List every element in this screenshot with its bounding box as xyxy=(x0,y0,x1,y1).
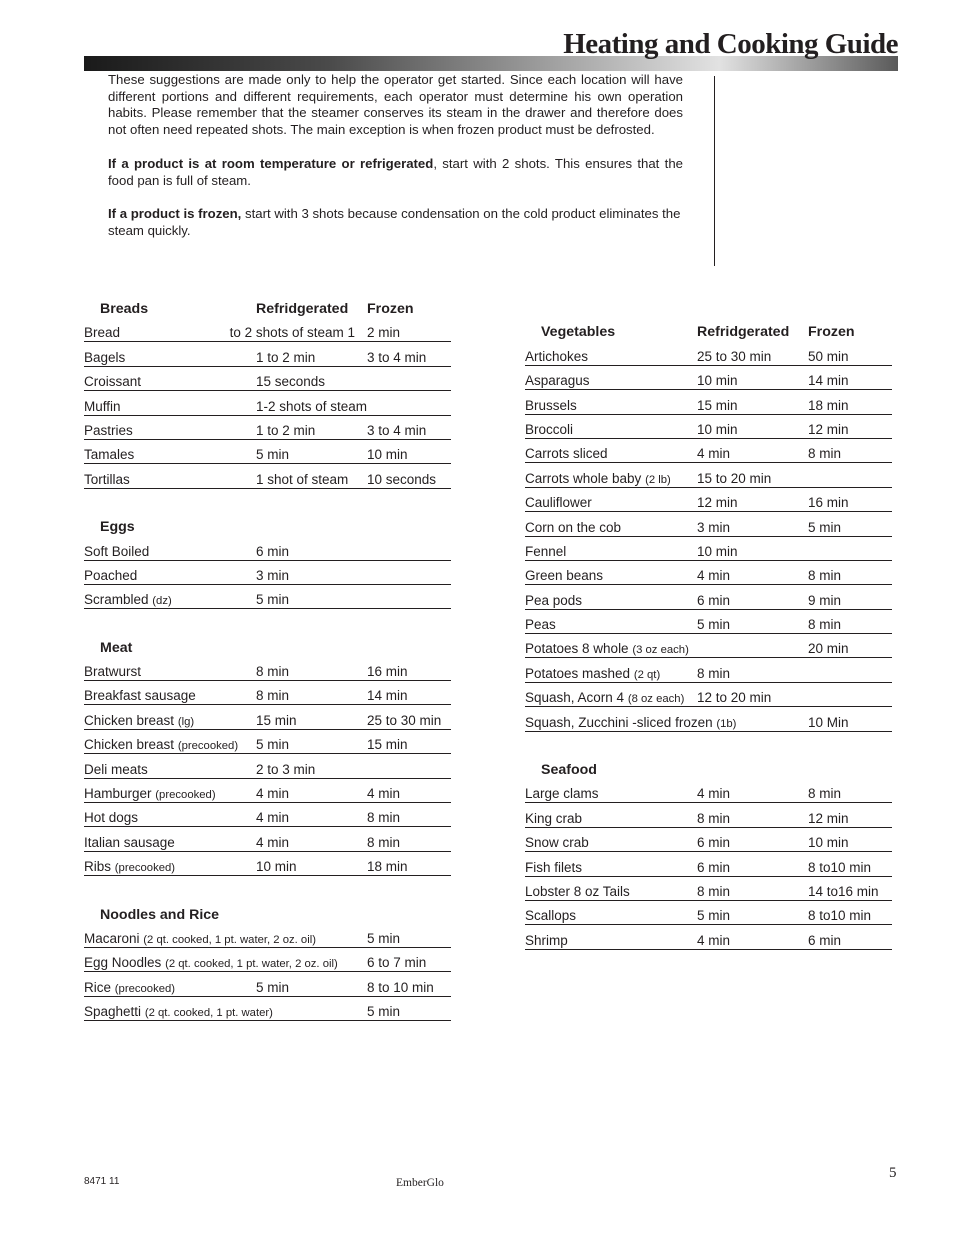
table-row xyxy=(84,536,451,560)
section-title: Seafood xyxy=(541,762,597,779)
food-item-cell xyxy=(84,803,256,827)
food-item-name: Cauliflower xyxy=(525,495,592,511)
refrigerated-time: 6 min xyxy=(697,585,808,609)
refrigerated-time xyxy=(697,634,808,658)
food-item-cell xyxy=(525,634,697,658)
intro-refrigerated xyxy=(108,156,683,189)
food-item-cell xyxy=(525,803,697,827)
food-item-cell xyxy=(525,414,697,438)
frozen-time xyxy=(367,391,451,415)
frozen-time: 10 Min xyxy=(808,707,892,731)
food-item-name: Chicken breast xyxy=(84,712,175,728)
table-row xyxy=(84,681,451,705)
food-item-cell xyxy=(84,464,256,488)
document-code: 8471 11 xyxy=(84,1176,120,1187)
brand-name: EmberGlo xyxy=(396,1177,444,1189)
section-title: Noodles and Rice xyxy=(100,906,220,923)
food-item-cell xyxy=(84,996,367,1020)
frozen-time: 6 to 7 min xyxy=(367,947,451,971)
table-row xyxy=(525,779,892,803)
food-item-name: King crab xyxy=(525,810,583,826)
frozen-time: 20 min xyxy=(808,634,892,658)
intro-refrigerated-rest: , start with 2 shots. This ensures that the food pan is full of steam. xyxy=(108,155,683,188)
food-item-cell xyxy=(84,778,256,802)
right-column xyxy=(525,294,892,950)
table-row xyxy=(84,924,451,948)
refrigerated-time: 10 min xyxy=(256,851,367,875)
food-item-cell xyxy=(525,852,697,876)
frozen-time: 8 min xyxy=(808,779,892,803)
food-item-name: Carrots sliced xyxy=(525,446,608,462)
section-title: Eggs xyxy=(100,519,135,536)
section-header-spacer xyxy=(697,755,892,779)
food-item-name: Poached xyxy=(84,567,138,583)
frozen-time: 16 min xyxy=(367,657,451,681)
refrigerated-time: 4 min xyxy=(697,560,808,584)
column-header-refrigerated: Refridgerated xyxy=(256,301,349,317)
table-row xyxy=(525,341,892,365)
frozen-time: 8 to 10 min xyxy=(367,972,451,996)
refrigerated-time: 1 to 2 shots of steam xyxy=(256,318,367,342)
food-item-name: Fennel xyxy=(525,543,567,559)
food-item-note: (3 oz each) xyxy=(632,644,689,657)
refrigerated-time: 1 to 2 min xyxy=(256,342,367,366)
frozen-time: 9 min xyxy=(808,585,892,609)
food-item-cell xyxy=(525,900,697,924)
food-item-name: Asparagus xyxy=(525,373,590,389)
section-gap-cell xyxy=(84,488,451,512)
frozen-time: 5 min xyxy=(808,512,892,536)
frozen-time: 10 seconds xyxy=(367,464,451,488)
food-item-name: Bread xyxy=(84,325,121,341)
food-item-note: (lg) xyxy=(177,715,195,728)
table-row xyxy=(525,876,892,900)
refrigerated-time: 15 to 20 min xyxy=(697,463,808,487)
frozen-time xyxy=(367,584,451,608)
page-title: Heating and Cooking Guide xyxy=(563,28,898,60)
food-item-cell xyxy=(525,925,697,949)
food-item-name: Croissant xyxy=(84,374,142,390)
food-item-name: Muffin xyxy=(84,398,121,414)
table-row xyxy=(525,925,892,949)
refrigerated-time: 5 min xyxy=(256,972,367,996)
section-gap-cell xyxy=(525,294,892,317)
refrigerated-time: 4 min xyxy=(697,779,808,803)
food-item-cell xyxy=(525,585,697,609)
food-item-cell xyxy=(84,657,256,681)
food-item-cell xyxy=(84,924,367,948)
refrigerated-time: 8 min xyxy=(256,681,367,705)
table-row xyxy=(525,438,892,462)
frozen-time: 10 min xyxy=(808,827,892,851)
food-item-cell xyxy=(525,707,808,731)
frozen-time xyxy=(367,366,451,390)
refrigerated-time: 5 min xyxy=(256,439,367,463)
food-item-name: Spaghetti xyxy=(84,1004,142,1020)
food-item-name: Egg Noodles xyxy=(84,955,162,971)
table-row xyxy=(84,464,451,488)
frozen-time: 12 min xyxy=(808,414,892,438)
food-item-cell xyxy=(84,439,256,463)
section-gap-cell xyxy=(84,609,451,633)
food-item-name: Tamales xyxy=(84,447,135,463)
food-item-cell xyxy=(525,487,697,511)
frozen-time xyxy=(367,536,451,560)
frozen-time xyxy=(808,658,892,682)
food-item-name: Snow crab xyxy=(525,835,589,851)
food-item-note: (2 qt) xyxy=(633,668,661,681)
food-item-name: Carrots whole baby xyxy=(525,470,642,486)
refrigerated-time: 5 min xyxy=(697,609,808,633)
food-item-name: Large clams xyxy=(525,786,599,802)
food-item-cell xyxy=(525,512,697,536)
refrigerated-time: 6 min xyxy=(697,852,808,876)
table-row xyxy=(84,415,451,439)
frozen-time: 6 min xyxy=(808,925,892,949)
frozen-time: 3 to 4 min xyxy=(367,415,451,439)
food-item-name: Artichokes xyxy=(525,348,589,364)
frozen-time: 8 to10 min xyxy=(808,852,892,876)
table-row xyxy=(525,900,892,924)
refrigerated-time: 8 min xyxy=(697,876,808,900)
refrigerated-time: 4 min xyxy=(256,778,367,802)
table-row xyxy=(525,390,892,414)
refrigerated-time: 12 to 20 min xyxy=(697,682,808,706)
table-row xyxy=(84,391,451,415)
food-item-note: (dz) xyxy=(152,595,172,608)
food-item-note: (2 lb) xyxy=(645,473,671,486)
frozen-time: 18 min xyxy=(808,390,892,414)
table-row xyxy=(525,487,892,511)
frozen-time: 16 min xyxy=(808,487,892,511)
frozen-time: 10 min xyxy=(367,439,451,463)
table-row xyxy=(525,658,892,682)
section-header-spacer xyxy=(256,900,451,924)
food-item-cell xyxy=(525,390,697,414)
table-row xyxy=(84,754,451,778)
table-row xyxy=(525,609,892,633)
food-item-cell xyxy=(84,851,256,875)
column-header-frozen: Frozen xyxy=(808,324,855,341)
table-row xyxy=(525,365,892,389)
column-header-frozen: Frozen xyxy=(367,301,414,317)
refrigerated-time: 25 to 30 min xyxy=(697,341,808,365)
food-item-name: Fish filets xyxy=(525,859,583,875)
section-header-row xyxy=(84,633,451,657)
frozen-time: 3 to 4 min xyxy=(367,342,451,366)
food-item-note: (1b) xyxy=(716,717,737,730)
food-item-note: (2 qt. cooked, 1 pt. water, 2 oz. oil) xyxy=(143,933,316,946)
refrigerated-time: 4 min xyxy=(256,827,367,851)
food-item-cell xyxy=(525,876,697,900)
frozen-time: 8 min xyxy=(808,609,892,633)
refrigerated-time: 2 to 3 min xyxy=(256,754,367,778)
food-item-name: Breakfast sausage xyxy=(84,688,196,704)
refrigerated-time: 8 min xyxy=(697,803,808,827)
refrigerated-time: 15 seconds xyxy=(256,366,367,390)
food-item-cell xyxy=(525,365,697,389)
frozen-time xyxy=(808,463,892,487)
refrigerated-time: 4 min xyxy=(256,803,367,827)
food-item-name: Soft Boiled xyxy=(84,543,150,559)
frozen-time: 25 to 30 min xyxy=(367,705,451,729)
section-header-row xyxy=(84,900,451,924)
refrigerated-time: 6 min xyxy=(697,827,808,851)
section-header-spacer xyxy=(256,633,451,657)
table-row xyxy=(84,851,451,875)
section-gap xyxy=(84,609,451,633)
frozen-time xyxy=(808,682,892,706)
food-item-cell xyxy=(84,560,256,584)
frozen-time: 8 min xyxy=(367,827,451,851)
frozen-time: 14 to16 min xyxy=(808,876,892,900)
frozen-time: 15 min xyxy=(367,729,451,753)
food-item-name: Scrambled xyxy=(84,592,149,608)
frozen-time: 8 to10 min xyxy=(808,900,892,924)
section-header-row xyxy=(525,755,892,779)
right-guide-table xyxy=(525,294,892,950)
refrigerated-time: 8 min xyxy=(697,658,808,682)
vertical-divider xyxy=(714,76,715,266)
food-item-note: (2 qt. cooked, 1 pt. water) xyxy=(144,1007,273,1020)
table-row xyxy=(84,778,451,802)
food-item-name: Pea pods xyxy=(525,592,583,608)
left-guide-table xyxy=(84,294,451,1021)
intro-frozen-bold: If a product is frozen, xyxy=(108,206,242,222)
food-item-note: (precooked) xyxy=(114,862,176,875)
intro-refrigerated-bold: If a product is at room temperature or refrigerated xyxy=(108,155,434,171)
section-header-row xyxy=(84,294,451,318)
refrigerated-time: 1 shot of steam xyxy=(256,464,367,488)
section-title: Meat xyxy=(100,639,133,656)
refrigerated-time: 8 min xyxy=(256,657,367,681)
frozen-time: 8 min xyxy=(808,438,892,462)
food-item-name: Chicken breast xyxy=(84,737,175,753)
page-number: 5 xyxy=(889,1165,897,1181)
food-item-name: Pastries xyxy=(84,422,133,438)
food-item-name: Broccoli xyxy=(525,421,574,437)
food-item-cell xyxy=(525,779,697,803)
food-item-note: (2 qt. cooked, 1 pt. water, 2 oz. oil) xyxy=(165,958,338,971)
food-item-cell xyxy=(525,827,697,851)
frozen-time xyxy=(808,536,892,560)
refrigerated-time: 15 min xyxy=(256,705,367,729)
section-gap xyxy=(525,731,892,755)
table-row xyxy=(84,996,451,1020)
food-item-cell xyxy=(525,658,697,682)
refrigerated-time: 4 min xyxy=(697,438,808,462)
intro-frozen-rest: start with 3 shots because condensation on the cold product eliminates the steam quickly. xyxy=(108,206,681,238)
refrigerated-time: 1 to 2 min xyxy=(256,415,367,439)
frozen-time: 8 min xyxy=(367,803,451,827)
section-header-row xyxy=(84,512,451,536)
refrigerated-time: 10 min xyxy=(697,536,808,560)
table-row xyxy=(525,414,892,438)
food-item-name: Scallops xyxy=(525,908,577,924)
table-row xyxy=(525,560,892,584)
table-row xyxy=(84,584,451,608)
table-row xyxy=(84,803,451,827)
frozen-time xyxy=(367,560,451,584)
table-row xyxy=(84,657,451,681)
food-item-name: Brussels xyxy=(525,397,577,413)
table-row xyxy=(84,366,451,390)
refrigerated-time: 5 min xyxy=(697,900,808,924)
food-item-cell xyxy=(525,560,697,584)
food-item-name: Peas xyxy=(525,617,556,633)
refrigerated-time: 5 min xyxy=(256,584,367,608)
section-header-row xyxy=(525,317,892,341)
food-item-name: Squash, Acorn 4 xyxy=(525,690,625,706)
food-item-name: Hot dogs xyxy=(84,810,139,826)
table-row xyxy=(84,318,451,342)
refrigerated-time: 4 min xyxy=(697,925,808,949)
table-row xyxy=(525,852,892,876)
food-item-name: Squash, Zucchini -sliced frozen xyxy=(525,714,713,730)
intro-paragraph: These suggestions are made only to help the operator get started. Since each location will have different portions and different requirements, each operator must determine his own operation habits. Please remember that the steamer conserves its steam in the drawer and therefore does not often need repeated shots. The main exception is when frozen product must be defrosted. xyxy=(108,72,683,138)
food-item-cell xyxy=(84,754,256,778)
table-row xyxy=(84,439,451,463)
table-row xyxy=(525,803,892,827)
food-item-note: (precooked) xyxy=(114,982,176,995)
food-item-name: Lobster 8 oz Tails xyxy=(525,883,630,899)
frozen-time: 4 min xyxy=(367,778,451,802)
food-item-cell xyxy=(84,342,256,366)
frozen-time xyxy=(367,754,451,778)
food-item-name: Bratwurst xyxy=(84,664,142,680)
frozen-time: 18 min xyxy=(367,851,451,875)
frozen-time: 14 min xyxy=(367,681,451,705)
refrigerated-time: 3 min xyxy=(697,512,808,536)
frozen-time: 12 min xyxy=(808,803,892,827)
intro-text xyxy=(108,72,683,257)
table-row xyxy=(525,634,892,658)
refrigerated-time: 6 min xyxy=(256,536,367,560)
food-item-note: (precooked) xyxy=(155,789,216,802)
food-item-cell xyxy=(84,584,256,608)
left-column xyxy=(84,294,451,1021)
food-item-cell xyxy=(84,729,256,753)
column-header-refrigerated: Refridgerated xyxy=(697,324,790,341)
frozen-time: 5 min xyxy=(367,996,451,1020)
food-item-cell xyxy=(84,681,256,705)
section-title: Vegetables xyxy=(541,324,616,341)
table-row xyxy=(525,512,892,536)
table-row xyxy=(84,342,451,366)
table-row xyxy=(525,463,892,487)
food-item-name: Hamburger xyxy=(84,786,152,802)
food-item-cell xyxy=(84,705,256,729)
food-item-name: Italian sausage xyxy=(84,834,175,850)
food-item-name: Potatoes 8 whole xyxy=(525,641,629,657)
frozen-time: 5 min xyxy=(367,924,451,948)
food-item-cell xyxy=(84,827,256,851)
food-item-cell xyxy=(84,366,256,390)
food-item-cell xyxy=(84,972,256,996)
refrigerated-time: 5 min xyxy=(256,729,367,753)
food-item-name: Potatoes mashed xyxy=(525,665,631,681)
refrigerated-time: 10 min xyxy=(697,365,808,389)
food-item-cell xyxy=(84,415,256,439)
intro-frozen xyxy=(108,206,683,239)
section-gap-cell xyxy=(525,731,892,755)
food-item-name: Tortillas xyxy=(84,471,130,487)
food-item-note: (8 oz each) xyxy=(627,693,685,706)
food-item-cell xyxy=(525,536,697,560)
food-item-cell xyxy=(525,438,697,462)
table-row xyxy=(84,827,451,851)
refrigerated-time: 1-2 shots of steam xyxy=(256,391,367,415)
food-item-cell xyxy=(84,391,256,415)
table-row xyxy=(84,560,451,584)
section-header-spacer xyxy=(256,512,451,536)
food-item-cell xyxy=(525,682,697,706)
section-gap xyxy=(84,488,451,512)
frozen-time: 8 min xyxy=(808,560,892,584)
frozen-time: 14 min xyxy=(808,365,892,389)
table-row xyxy=(525,682,892,706)
section-gap-cell xyxy=(84,876,451,900)
food-item-cell xyxy=(525,463,697,487)
refrigerated-time: 3 min xyxy=(256,560,367,584)
food-item-name: Shrimp xyxy=(525,932,568,948)
table-row xyxy=(84,729,451,753)
food-item-name: Bagels xyxy=(84,349,126,365)
section-title: Breads xyxy=(100,301,149,317)
section-gap xyxy=(84,876,451,900)
food-item-note: (precooked) xyxy=(177,740,239,753)
table-row xyxy=(84,947,451,971)
food-item-name: Green beans xyxy=(525,568,604,584)
food-item-cell xyxy=(525,341,697,365)
frozen-time: 50 min xyxy=(808,341,892,365)
food-item-cell xyxy=(84,947,367,971)
food-item-name: Corn on the cob xyxy=(525,519,622,535)
table-row xyxy=(525,585,892,609)
refrigerated-time: 12 min xyxy=(697,487,808,511)
table-row xyxy=(525,707,892,731)
table-row xyxy=(525,827,892,851)
food-item-name: Ribs xyxy=(84,859,112,875)
section-gap xyxy=(525,294,892,317)
food-item-name: Deli meats xyxy=(84,761,148,777)
food-item-name: Rice xyxy=(84,979,112,995)
food-item-cell xyxy=(84,536,256,560)
table-row xyxy=(84,705,451,729)
table-row xyxy=(84,972,451,996)
table-row xyxy=(525,536,892,560)
frozen-time: 2 min xyxy=(367,318,451,342)
food-item-name: Macaroni xyxy=(84,930,140,946)
refrigerated-time: 10 min xyxy=(697,414,808,438)
refrigerated-time: 15 min xyxy=(697,390,808,414)
food-item-cell xyxy=(525,609,697,633)
